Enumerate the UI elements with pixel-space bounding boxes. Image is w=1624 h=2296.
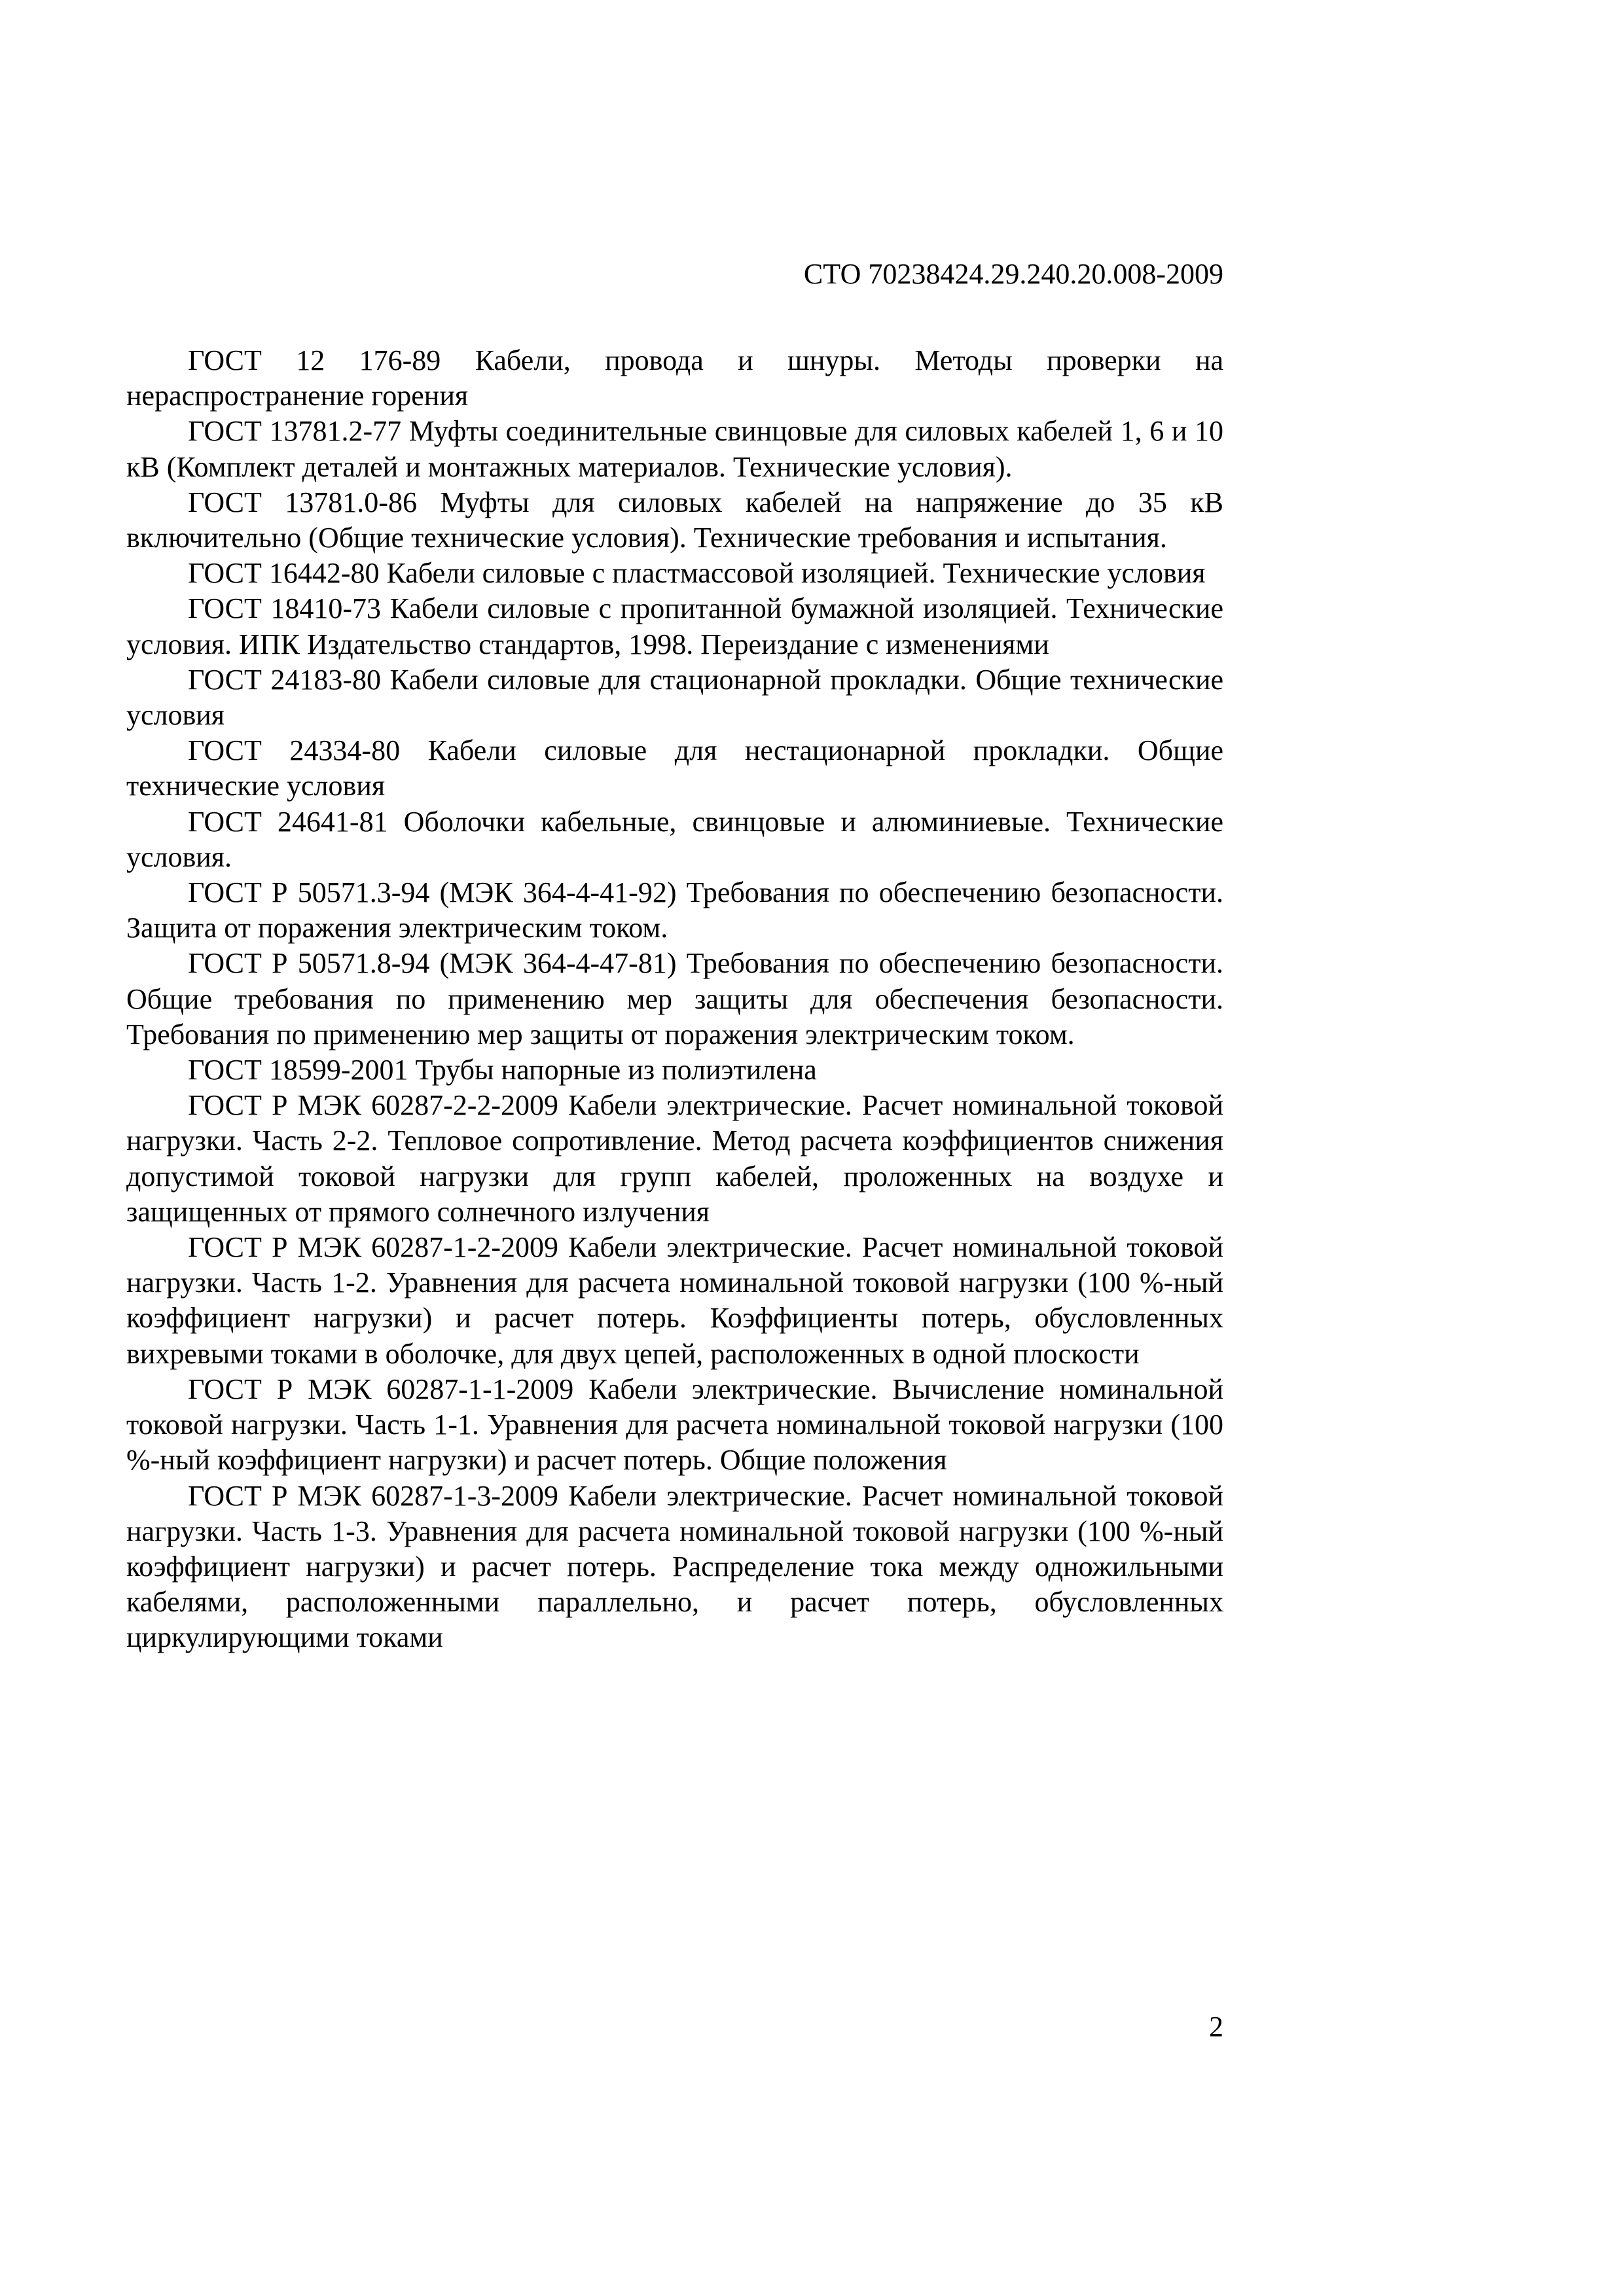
- reference-item: [126, 1230, 1223, 1372]
- reference-code: ГОСТ Р 50571.8-94 (МЭК 364-4-47-81): [188, 947, 677, 980]
- reference-item: [126, 1372, 1223, 1479]
- reference-title: Кабели силовые для нестационарной прокладки. Общие технические условия: [126, 734, 1224, 802]
- reference-title: Кабели силовые с пластмассовой изоляцией. Технические условия: [386, 557, 1206, 590]
- reference-item: [126, 804, 1223, 875]
- reference-code: ГОСТ Р МЭК 60287-2-2-2009: [188, 1089, 559, 1122]
- reference-title: Требования по обеспечению безопасности. Общие требования по применению мер защиты для обеспечения безопасности. Требования по применению мер защиты от поражения электрическим током.: [126, 947, 1223, 1050]
- reference-code: ГОСТ Р 50571.3-94 (МЭК 364-4-41-92): [188, 876, 677, 909]
- reference-title: Требования по обеспечению безопасности. Защита от поражения электрическим током.: [126, 876, 1223, 944]
- reference-item: [126, 733, 1223, 804]
- reference-code: ГОСТ 13781.2-77: [188, 415, 402, 448]
- reference-code: ГОСТ Р МЭК 60287-1-2-2009: [188, 1231, 559, 1264]
- reference-title: Кабели электрические. Расчет номинальной токовой нагрузки. Часть 2-2. Тепловое сопротивление. Метод расчета коэффициентов снижения допустимой токовой нагрузки для групп кабелей, проложенных на воздухе и защищенных от прямого солнечного излучения: [126, 1089, 1223, 1228]
- reference-code: ГОСТ 12 176-89: [188, 344, 441, 376]
- reference-code: ГОСТ 24183-80: [188, 663, 382, 696]
- reference-title: Кабели электрические. Расчет номинальной токовой нагрузки. Часть 1-2. Уравнения для расчета номинальной токовой нагрузки (100 %-ный коэффициент нагрузки) и расчет потерь. Коэффициенты потерь, обусловленных вихревыми токами в оболочке, для двух цепей, расположенных в одной плоскости: [126, 1231, 1223, 1370]
- page-number: 2: [1209, 2011, 1223, 2043]
- reference-title: Трубы напорные из полиэтилена: [415, 1054, 817, 1086]
- reference-title: Кабели электрические. Вычисление номинальной токовой нагрузки. Часть 1-1. Уравнения для расчета номинальной токовой нагрузки (100 %-ный коэффициент нагрузки) и расчет потерь. Общие положения: [126, 1372, 1224, 1477]
- reference-title: Кабели силовые для стационарной прокладки. Общие технические условия: [126, 663, 1224, 732]
- reference-code: ГОСТ 18410-73: [188, 592, 382, 625]
- reference-code: ГОСТ 24641-81: [188, 805, 388, 838]
- reference-item: [126, 414, 1223, 484]
- reference-title: Муфты соединительные свинцовые для силовых кабелей 1, 6 и 10 кВ (Комплект деталей и монтажных материалов. Технические условия).: [126, 415, 1223, 483]
- reference-item: [126, 556, 1223, 591]
- document-code: СТО 70238424.29.240.20.008-2009: [803, 258, 1223, 290]
- reference-title: Муфты для силовых кабелей на напряжение до 35 кВ включительно (Общие технические условия). Технические требования и испытания.: [126, 486, 1223, 554]
- reference-item: [126, 343, 1223, 414]
- reference-item: [126, 591, 1223, 662]
- reference-title: Кабели электрические. Расчет номинальной токовой нагрузки. Часть 1-3. Уравнения для расчета номинальной токовой нагрузки (100 %-ный коэффициент нагрузки) и расчет потерь. Распределение тока между одножильными кабелями, расположенными параллельно, и расчет потерь, обусловленных циркулирующими токами: [126, 1479, 1223, 1654]
- reference-item: [126, 946, 1223, 1052]
- reference-item: [126, 1088, 1223, 1230]
- reference-item: [126, 485, 1223, 556]
- reference-item: [126, 662, 1223, 733]
- reference-code: ГОСТ 18599-2001: [188, 1054, 408, 1086]
- reference-title: Кабели силовые с пропитанной бумажной изоляцией. Технические условия. ИПК Издательство стандартов, 1998. Переиздание с изменениями: [126, 592, 1224, 660]
- reference-item: [126, 1052, 1223, 1088]
- reference-code: ГОСТ 24334-80: [188, 734, 401, 767]
- reference-title: Кабели, провода и шнуры. Методы проверки на нераспространение горения: [126, 344, 1224, 412]
- reference-code: ГОСТ 13781.0-86: [188, 486, 417, 518]
- reference-code: ГОСТ Р МЭК 60287-1-3-2009: [188, 1479, 559, 1512]
- reference-item: [126, 1479, 1223, 1656]
- reference-title: Оболочки кабельные, свинцовые и алюминиевые. Технические условия.: [126, 805, 1224, 873]
- reference-code: ГОСТ 16442-80: [188, 557, 380, 590]
- reference-item: [126, 875, 1223, 946]
- reference-list: [126, 343, 1223, 1656]
- reference-code: ГОСТ Р МЭК 60287-1-1-2009: [188, 1372, 574, 1405]
